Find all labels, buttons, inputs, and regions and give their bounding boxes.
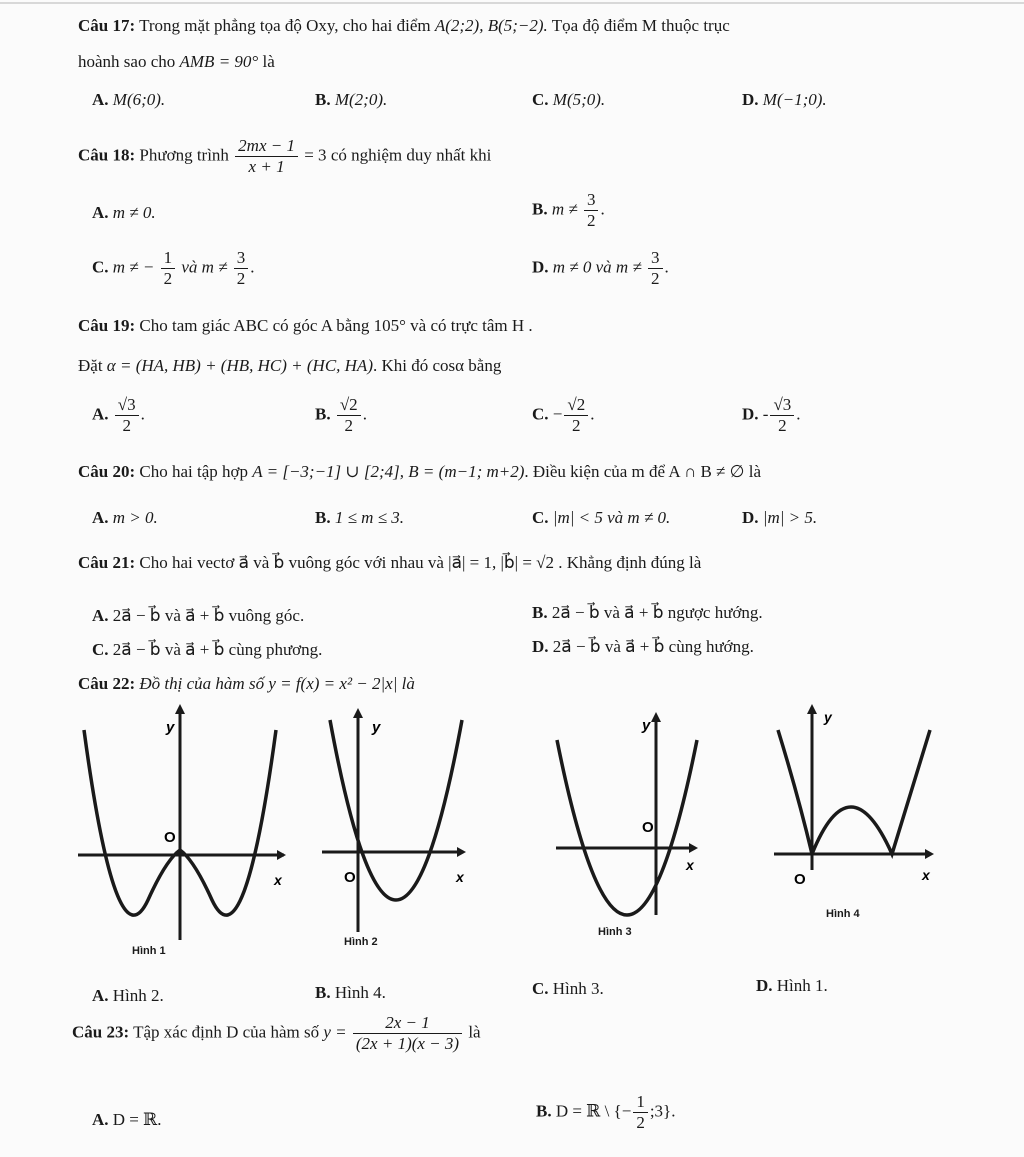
q23-line1 xyxy=(72,1013,481,1054)
q19-text: Cho tam giác ABC có góc A bằng 105° và có trực tâm H . xyxy=(139,316,533,335)
option-value: M(−1;0). xyxy=(762,90,827,109)
option-label: B. xyxy=(315,90,331,109)
q19-line1 xyxy=(78,316,533,336)
option-label: C. xyxy=(532,508,549,527)
fraction-denominator: 2 xyxy=(236,269,246,288)
option-label: D. xyxy=(742,508,759,527)
fraction xyxy=(234,248,249,289)
option-label: A. xyxy=(92,606,109,625)
option-value: Hình 2. xyxy=(112,986,164,1005)
option-value-post: ;3}. xyxy=(649,1101,676,1121)
q19-option-c[interactable]: C. − $\frac{√2}{2}$ . xyxy=(532,395,595,435)
q21-option-b[interactable] xyxy=(532,603,763,623)
axis-y-label: y xyxy=(642,717,651,734)
q18-text1: Phương trình xyxy=(139,145,229,165)
fraction-numerator: √3 xyxy=(770,395,794,416)
origin-label: O xyxy=(344,869,356,886)
q17-angle: AMB = 90° xyxy=(179,52,259,71)
fraction-denominator: 2 xyxy=(636,1113,645,1132)
q21-option-a[interactable] xyxy=(92,606,304,626)
option-label: B. xyxy=(315,404,331,424)
q20-option-a[interactable] xyxy=(92,508,158,528)
option-sign: - xyxy=(762,404,769,424)
q20-text1: Cho hai tập hợp xyxy=(139,462,249,481)
q23-fraction xyxy=(353,1013,462,1054)
option-value: |m| > 5. xyxy=(762,508,818,527)
q18-fraction xyxy=(235,136,298,177)
fraction-numerator: √2 xyxy=(337,395,361,416)
option-value: |m| < 5 và m ≠ 0. xyxy=(552,508,671,527)
graph-hinh-4 xyxy=(770,700,945,920)
q17-number: Câu 17: xyxy=(78,16,136,35)
q20-text2: . Điều kiện của m để A ∩ B ≠ ∅ là xyxy=(524,462,761,481)
q18-number: Câu 18: xyxy=(78,145,136,165)
option-value: 2a⃗ − b⃗ và a⃗ + b⃗ vuông góc. xyxy=(112,606,305,625)
option-value: Hình 3. xyxy=(552,979,604,998)
option-label: D. xyxy=(532,257,549,277)
q18-option-b[interactable]: B. m ≠ $\frac{3}{2}$ . xyxy=(532,190,605,230)
fraction xyxy=(770,395,794,436)
option-value: Hình 1. xyxy=(776,976,828,995)
fraction-numerator: 3 xyxy=(648,248,663,269)
caption-hinh-4: Hình 4 xyxy=(826,908,860,920)
q22-option-a[interactable] xyxy=(92,986,164,1006)
fraction-numerator: √3 xyxy=(115,395,139,416)
option-value: M(6;0). xyxy=(112,90,166,109)
fraction-numerator: 3 xyxy=(234,248,249,269)
q17-option-a[interactable] xyxy=(92,90,165,110)
fraction-denominator: (2x + 1)(x − 3) xyxy=(355,1034,460,1053)
fraction-denominator: 2 xyxy=(572,416,581,435)
option-label: A. xyxy=(92,404,109,424)
option-label: A. xyxy=(92,1110,109,1129)
x-axis-arrow-icon xyxy=(277,850,286,860)
option-label: A. xyxy=(92,508,109,527)
option-label: D. xyxy=(742,90,759,109)
option-label: C. xyxy=(92,640,109,659)
axis-x-label: x xyxy=(274,872,282,888)
curve xyxy=(778,730,930,854)
fraction-denominator: 2 xyxy=(122,416,131,435)
q20-line1 xyxy=(78,462,761,482)
axis-y-label: y xyxy=(372,719,381,736)
q21-option-d[interactable] xyxy=(532,637,754,657)
option-label: A. xyxy=(92,203,109,222)
fraction-numerator: 3 xyxy=(584,190,599,211)
option-value: m ≠ 0 và m ≠ xyxy=(552,257,642,277)
fraction xyxy=(161,248,176,289)
q19-option-b[interactable]: B. $\frac{√2}{2}$ . xyxy=(315,395,367,435)
option-label: D. xyxy=(756,976,773,995)
axis-x-label: x xyxy=(686,857,694,873)
option-value: 2a⃗ − b⃗ và a⃗ + b⃗ cùng phương. xyxy=(112,640,323,659)
q22-text: Đồ thị của hàm số y = f(x) = x² − 2|x| là xyxy=(139,674,415,693)
q22-number: Câu 22: xyxy=(78,674,136,693)
q19-number: Câu 19: xyxy=(78,316,136,335)
option-sign: − xyxy=(552,404,563,424)
option-label: B. xyxy=(536,1101,552,1121)
q23-option-b[interactable] xyxy=(536,1092,675,1133)
option-value: D = ℝ. xyxy=(112,1110,162,1129)
fraction xyxy=(564,395,588,436)
axis-y-label: y xyxy=(824,709,832,725)
fraction-numerator: 2x − 1 xyxy=(353,1013,462,1034)
option-value: 1 ≤ m ≤ 3. xyxy=(334,508,405,527)
q20-option-c[interactable] xyxy=(532,508,670,528)
q17-line2 xyxy=(78,52,275,72)
option-value: 2a⃗ − b⃗ và a⃗ + b⃗ ngược hướng. xyxy=(551,603,763,622)
q23-option-a[interactable] xyxy=(92,1110,162,1130)
q18-line1 xyxy=(78,136,491,177)
q17-text2: Tọa độ điểm M thuộc trục xyxy=(551,16,730,35)
graph-hinh-3 xyxy=(552,700,712,930)
q21-line1 xyxy=(78,553,701,573)
origin-label: O xyxy=(642,819,654,836)
x-axis-arrow-icon xyxy=(457,847,466,857)
q19-line2 xyxy=(78,356,501,376)
axis-x-label: x xyxy=(456,869,464,885)
option-label: B. xyxy=(315,983,331,1002)
caption-hinh-2: Hình 2 xyxy=(344,936,378,948)
fraction-denominator: 2 xyxy=(163,269,173,288)
graph-hinh-2 xyxy=(318,700,478,940)
q17-line2b: là xyxy=(262,52,275,71)
fraction xyxy=(115,395,139,436)
option-value: 2a⃗ − b⃗ và a⃗ + b⃗ cùng hướng. xyxy=(552,637,754,656)
q20-number: Câu 20: xyxy=(78,462,136,481)
caption-hinh-1: Hình 1 xyxy=(132,945,166,957)
option-label: D. xyxy=(532,637,549,656)
x-axis-arrow-icon xyxy=(689,843,698,853)
option-label: B. xyxy=(532,199,548,219)
q17-points: A(2;2), B(5;−2). xyxy=(434,16,548,35)
q17-option-b[interactable] xyxy=(315,90,387,110)
q17-option-d[interactable] xyxy=(742,90,827,110)
q19-line2b: . Khi đó cosα bằng xyxy=(372,356,502,375)
q22-option-c[interactable] xyxy=(532,979,604,999)
q23-y-lhs: y = xyxy=(323,1022,347,1042)
q20-option-b[interactable] xyxy=(315,508,404,528)
top-border xyxy=(0,2,1024,4)
q21-option-c[interactable] xyxy=(92,640,322,660)
q18-option-c[interactable]: C. m ≠ − $\frac{1}{2}$ và m ≠ $\frac{3}{2}$ . xyxy=(92,248,255,288)
q19-alpha-expression: α = (HA, HB) + (HB, HC) + (HC, HA) xyxy=(106,356,373,375)
q22-line1 xyxy=(78,674,415,694)
fraction-denominator: 2 xyxy=(651,269,660,288)
option-label: A. xyxy=(92,90,109,109)
origin-label: O xyxy=(164,829,176,846)
option-value: D = ℝ \ {− xyxy=(555,1101,632,1121)
q19-line2a: Đặt xyxy=(78,356,103,375)
option-label: C. xyxy=(532,979,549,998)
q20-sets: A = [−3;−1] ∪ [2;4], B = (m−1; m+2) xyxy=(252,462,525,481)
q23-number: Câu 23: xyxy=(72,1022,130,1042)
fraction xyxy=(648,248,663,289)
q18-text2: có nghiệm duy nhất khi xyxy=(330,145,492,165)
q19-option-d[interactable]: D. - $\frac{√3}{2}$ . xyxy=(742,395,801,435)
fraction-numerator: 1 xyxy=(633,1092,648,1113)
option-value: Hình 4. xyxy=(334,983,386,1002)
option-value: m ≠ 0. xyxy=(112,203,156,222)
caption-hinh-3: Hình 3 xyxy=(598,926,632,938)
option-value-mid: và m ≠ xyxy=(181,257,228,277)
q21-text: Cho hai vectơ a⃗ và b⃗ vuông góc với nhau và |a⃗| = 1, |b⃗| = √2 . Khẳng định đúng là xyxy=(139,553,702,572)
option-label: C. xyxy=(532,404,549,424)
q23-text1: Tập xác định D của hàm số xyxy=(133,1022,320,1042)
fraction xyxy=(337,395,361,436)
y-axis-arrow-icon xyxy=(175,704,185,714)
fraction xyxy=(633,1092,648,1133)
q19-option-a[interactable]: A. $\frac{√3}{2}$ . xyxy=(92,395,145,435)
option-label: C. xyxy=(532,90,549,109)
q23-text2: là xyxy=(468,1022,481,1042)
curve xyxy=(557,740,697,915)
y-axis-arrow-icon xyxy=(651,712,661,722)
q22-option-b[interactable] xyxy=(315,983,386,1003)
y-axis-arrow-icon xyxy=(353,708,363,718)
option-label: B. xyxy=(315,508,331,527)
axis-x-label: x xyxy=(922,867,930,883)
q17-line2a: hoành sao cho xyxy=(78,52,176,71)
q18-option-a[interactable] xyxy=(92,203,156,223)
option-value: m > 0. xyxy=(112,508,158,527)
fraction-numerator: 2mx − 1 xyxy=(235,136,298,157)
q17-option-c[interactable] xyxy=(532,90,605,110)
option-label: B. xyxy=(532,603,548,622)
q17-line1 xyxy=(78,16,730,36)
option-label: A. xyxy=(92,986,109,1005)
fraction-denominator: 2 xyxy=(344,416,354,435)
fraction-numerator: √2 xyxy=(564,395,588,416)
option-value: M(2;0). xyxy=(334,90,388,109)
axis-y-label: y xyxy=(166,719,175,736)
q17-text1: Trong mặt phẳng tọa độ Oxy, cho hai điểm xyxy=(139,16,431,35)
fraction-denominator: x + 1 xyxy=(248,157,285,176)
option-value: m ≠ xyxy=(551,199,578,219)
option-value: M(5;0). xyxy=(552,90,606,109)
option-label: D. xyxy=(742,404,759,424)
option-label: C. xyxy=(92,257,109,277)
y-axis-arrow-icon xyxy=(807,704,817,714)
q21-number: Câu 21: xyxy=(78,553,136,572)
fraction-numerator: 1 xyxy=(161,248,176,269)
graph-hinh-1 xyxy=(74,700,294,960)
option-value: m ≠ − xyxy=(112,257,155,277)
q22-option-d[interactable] xyxy=(756,976,828,996)
q18-option-d[interactable]: D. m ≠ 0 và m ≠ $\frac{3}{2}$ . xyxy=(532,248,669,288)
q18-eq: = 3 xyxy=(304,145,327,165)
q20-option-d[interactable] xyxy=(742,508,817,528)
fraction xyxy=(584,190,599,231)
origin-label: O xyxy=(794,871,806,888)
fraction-denominator: 2 xyxy=(586,211,596,230)
x-axis-arrow-icon xyxy=(925,849,934,859)
fraction-denominator: 2 xyxy=(778,416,787,435)
